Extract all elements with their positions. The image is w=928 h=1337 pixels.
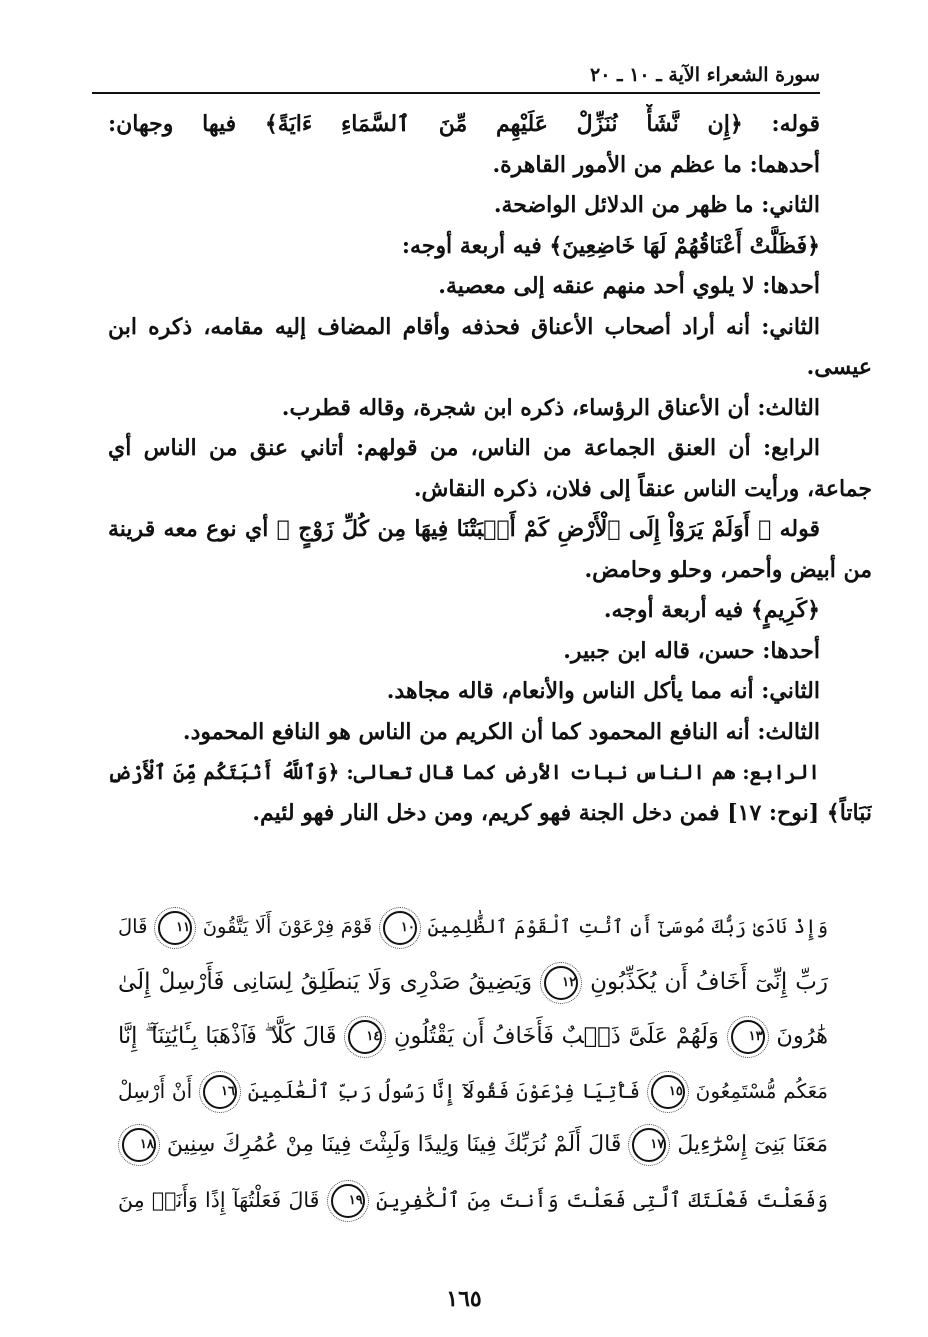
verse-text: مَعَكُم مُّسْتَمِعُونَ bbox=[695, 1078, 828, 1103]
commentary-line: ﴿كَرِيمٍ﴾ فيه أربعة أوجه. bbox=[603, 597, 820, 623]
verse-number-marker: ١٠ bbox=[383, 911, 417, 945]
verse-text: قَالَ فَعَلْتُهَآ إِذًا وَأَنَا۠ مِنَ bbox=[118, 1187, 320, 1212]
commentary-line: أحدها: حسن، قاله ابن جبير. bbox=[563, 637, 820, 664]
commentary-line: الثالث: أنه النافع المحمود كما أن الكريم من الناس هو النافع المحمود. bbox=[182, 718, 820, 745]
commentary-line: الرابع: أن العنق الجماعة من الناس، من قولهم: أتاني عنق من الناس أي bbox=[108, 435, 820, 461]
commentary-line: أحدهما: ما عظم من الأمور القاهرة. bbox=[492, 151, 820, 178]
verse-line bbox=[118, 955, 828, 1010]
verse-number-marker: ١٨ bbox=[122, 1128, 156, 1162]
verse-line bbox=[118, 1064, 828, 1119]
header-rule bbox=[92, 92, 820, 94]
commentary-line: من أبيض وأحمر، وحلو وحامض. bbox=[584, 556, 872, 583]
verse-line bbox=[118, 1173, 828, 1228]
commentary-line: أحدها: لا يلوي أحد منهم عنقه إلى معصية. bbox=[438, 273, 820, 299]
running-header: سورة الشعراء الآية ـ ١٠ ـ ٢٠ bbox=[589, 64, 820, 86]
verse-text: وَيَضِيقُ صَدْرِى وَلَا يَنطَلِقُ لِسَانِى فَأَرْسِلْ إِلَىٰ bbox=[118, 968, 533, 995]
commentary-line: ﴿فَظَلَّتْ أَعْنَاقُهُمْ لَهَا خَاضِعِينَ﴾ فيه أربعة أوجه: bbox=[401, 232, 820, 259]
verse-line bbox=[118, 1118, 828, 1173]
verse-number-marker: ١٧ bbox=[632, 1128, 666, 1162]
verse-text: فَأْتِيَا فِرْعَوْنَ فَقُولَآ إِنَّا رَسُولُ رَبِّ ٱلْعَٰلَمِينَ bbox=[247, 1078, 641, 1103]
verse-text: قَالَ كَلَّا ۖ فَٱذْهَبَا بِـَٔايَٰتِنَآ ۖ إِنَّا bbox=[118, 1023, 337, 1049]
verse-number-marker: ١١ bbox=[158, 911, 192, 945]
verse-number-marker: ١٥ bbox=[651, 1075, 685, 1109]
verse-text: قَوْمَ فِرْعَوْنَ أَلَا يَتَّقُونَ bbox=[202, 915, 373, 938]
commentary-line: الثالث: أن الأعناق الرؤساء، ذكره ابن شجرة، وقاله قطرب. bbox=[281, 394, 820, 421]
verse-number-marker: ١٤ bbox=[348, 1020, 382, 1054]
verse-text: وَإِذْ نَادَىٰ رَبُّكَ مُوسَىٰٓ أَنِ ٱئْتِ ٱلْقَوْمَ ٱلظَّٰلِمِينَ bbox=[427, 915, 828, 938]
verse-text: أَنْ أَرْسِلْ bbox=[118, 1078, 193, 1103]
commentary-line: نَبَاتاً﴾ [نوح: ١٧] فمن دخل الجنة فهو كريم، ومن دخل النار فهو لئيم. bbox=[252, 799, 872, 826]
verse-number-marker: ١٩ bbox=[331, 1184, 365, 1218]
verse-text: رَبِّ إِنِّىٓ أَخَافُ أَن يُكَذِّبُونِ bbox=[590, 968, 828, 995]
verse-line bbox=[118, 900, 828, 955]
verse-text: قَالَ bbox=[118, 915, 148, 938]
commentary-line: الثاني: ما ظهر من الدلائل الواضحة. bbox=[493, 192, 820, 218]
verse-number-marker: ١٦ bbox=[203, 1075, 237, 1109]
commentary-text bbox=[108, 104, 872, 833]
verse-text: هَٰرُونَ bbox=[776, 1023, 828, 1049]
commentary-line: عيسى. bbox=[806, 354, 872, 380]
verse-line bbox=[118, 1009, 828, 1064]
verse-text: وَلَهُمْ عَلَىَّ ذَنۢبٌ فَأَخَافُ أَن يَقْتُلُونِ bbox=[394, 1023, 719, 1049]
verse-number-marker: ١٣ bbox=[731, 1020, 765, 1054]
verse-text: مَعَنَا بَنِىٓ إِسْرَٰٓءِيلَ bbox=[677, 1132, 828, 1157]
verse-number-marker: ١٢ bbox=[544, 966, 578, 1000]
verse-text: قَالَ أَلَمْ نُرَبِّكَ فِينَا وَلِيدًا وَلَبِثْتَ فِينَا مِنْ عُمُرِكَ سِنِينَ bbox=[166, 1132, 622, 1157]
commentary-line: الثاني: أنه مما يأكل الناس والأنعام، قاله مجاهد. bbox=[386, 678, 820, 704]
commentary-line: قوله: ﴿إِن نَّشَأْ نُنَزِّلْ عَلَيْهِم مِّنَ ٱلسَّمَاءِ ءَايَةً﴾ فيها وجهان: bbox=[108, 111, 820, 137]
commentary-line: الثاني: أنه أراد أصحاب الأعناق فحذفه وأقام المضاف إليه مقامه، ذكره ابن bbox=[108, 313, 820, 340]
commentary-line: قوله ﴿ أَوَلَمْ يَرَوْاْ إِلَى ٱلْأَرْضِ كَمْ أَنۢبَتْنَا فِيهَا مِن كُلِّ زَوْجٍ ﴾ أي نوع معه قرينة bbox=[108, 516, 820, 542]
quran-verses bbox=[118, 900, 828, 1227]
commentary-line: جماعة، ورأيت الناس عنقاً إلى فلان، ذكره النقاش. bbox=[413, 475, 872, 502]
verse-text: وَفَعَلْتَ فَعْلَتَكَ ٱلَّتِى فَعَلْتَ وَأَنتَ مِنَ ٱلْكَٰفِرِينَ bbox=[375, 1187, 828, 1212]
page-number: ١٦٥ bbox=[446, 1286, 482, 1312]
commentary-line: الرابع: هم الناس نبات الأرض كما قال تعالى: ﴿وَٱللَّهُ أَنۢبَتَكُم مِّنَ ٱلْأَرْضِ bbox=[108, 760, 820, 784]
